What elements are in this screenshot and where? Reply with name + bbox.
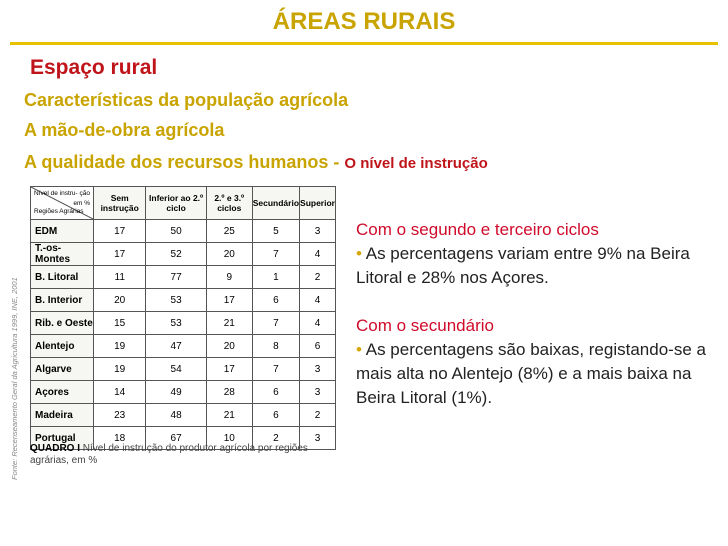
table-cell: 2: [300, 266, 336, 289]
table-cell: 53: [146, 312, 206, 335]
table-cell: 17: [206, 358, 252, 381]
row-region: Algarve: [31, 358, 94, 381]
table-corner: [31, 187, 94, 220]
table-cell: 9: [206, 266, 252, 289]
table-row: [31, 335, 336, 358]
table-cell: 50: [146, 220, 206, 243]
table-cell: 10: [206, 427, 252, 450]
heading-nivel-instrucao: O nível de instrução: [344, 155, 488, 172]
table-row: [31, 381, 336, 404]
table-cell: 2: [300, 404, 336, 427]
block2-text: As percentagens são baixas, registando-se a mais alta no Alentejo (8%) e a mais baixa na Beira Litoral (1%).: [356, 340, 706, 407]
table-row: [31, 266, 336, 289]
heading-espaco-rural: Espaço rural: [30, 56, 158, 79]
slide-title: ÁREAS RURAIS: [272, 8, 456, 35]
table-cell: 54: [146, 358, 206, 381]
row-region: Açores: [31, 381, 94, 404]
table-row: [31, 358, 336, 381]
row-region: T.-os-Montes: [31, 243, 94, 266]
table-row: [31, 243, 336, 266]
table-cell: 52: [146, 243, 206, 266]
table-cell: 21: [206, 404, 252, 427]
table-cell: 7: [252, 312, 299, 335]
table-cell: 11: [94, 266, 146, 289]
heading-caracteristicas: Características da população agrícola: [24, 90, 349, 110]
corner-top-label: Nível de instru- ção em %: [34, 190, 90, 207]
right-panel: [356, 218, 726, 410]
row-region: Rib. e Oeste: [31, 312, 94, 335]
caption-label: QUADRO I: [30, 443, 80, 454]
table-cell: 19: [94, 335, 146, 358]
table-cell: 17: [94, 243, 146, 266]
table-cell: 5: [252, 220, 299, 243]
table-header-row: [31, 187, 336, 220]
table-cell: 3: [300, 358, 336, 381]
table-cell: 2: [252, 427, 299, 450]
block2-title: Com o secundário: [356, 316, 494, 335]
table-cell: 3: [300, 220, 336, 243]
table-cell: 4: [300, 289, 336, 312]
block1-text: As percentagens variam entre 9% na Beira Litoral e 28% nos Açores.: [356, 244, 690, 287]
table-cell: 77: [146, 266, 206, 289]
block1-title: Com o segundo e terceiro ciclos: [356, 220, 599, 239]
table-cell: 3: [300, 427, 336, 450]
table-cell: 20: [206, 243, 252, 266]
table-cell: 47: [146, 335, 206, 358]
table-cell: 15: [94, 312, 146, 335]
table-row: [31, 312, 336, 335]
table-cell: 7: [252, 243, 299, 266]
table-caption: [30, 443, 340, 467]
block2-paragraph: [356, 338, 726, 410]
row-region: Madeira: [31, 404, 94, 427]
table-cell: 48: [146, 404, 206, 427]
table-cell: 17: [206, 289, 252, 312]
column-header: Sem instrução: [94, 187, 146, 220]
table-cell: 3: [300, 381, 336, 404]
column-header: Secundário: [252, 187, 299, 220]
corner-bottom-label: Regiões Agrárias: [34, 208, 84, 215]
table-cell: 17: [94, 220, 146, 243]
column-header: Superior: [300, 187, 336, 220]
title-divider: [10, 42, 718, 45]
table-cell: 21: [206, 312, 252, 335]
table-cell: 6: [252, 289, 299, 312]
block1-paragraph: [356, 242, 726, 290]
row-region: Alentejo: [31, 335, 94, 358]
bullet-icon: •: [356, 244, 362, 263]
table-row: [31, 220, 336, 243]
table-cell: 23: [94, 404, 146, 427]
table-cell: 4: [300, 312, 336, 335]
table-cell: 67: [146, 427, 206, 450]
column-header: 2.º e 3.º ciclos: [206, 187, 252, 220]
table-cell: 6: [300, 335, 336, 358]
table-cell: 19: [94, 358, 146, 381]
row-region: Portugal: [31, 427, 94, 450]
table-cell: 53: [146, 289, 206, 312]
table-cell: 20: [94, 289, 146, 312]
instruction-table-wrap: [30, 186, 336, 450]
table-cell: 25: [206, 220, 252, 243]
row-region: EDM: [31, 220, 94, 243]
heading-mao-de-obra: A mão-de-obra agrícola: [24, 120, 225, 140]
table-cell: 6: [252, 381, 299, 404]
table-cell: 28: [206, 381, 252, 404]
row-region: B. Litoral: [31, 266, 94, 289]
heading-qualidade: [24, 152, 488, 173]
table-cell: 1: [252, 266, 299, 289]
table-cell: 4: [300, 243, 336, 266]
instruction-table: [30, 186, 336, 450]
table-source-text: Fonte: Recenseamento Geral da Agricultura 1999, INE, 2001: [10, 277, 19, 480]
table-cell: 49: [146, 381, 206, 404]
column-header: Inferior ao 2.º ciclo: [146, 187, 206, 220]
table-cell: 20: [206, 335, 252, 358]
table-row: [31, 289, 336, 312]
bullet-icon: •: [356, 340, 362, 359]
caption-text: Nível de instrução do produtor agrícola por regiões agrárias, em %: [30, 443, 308, 466]
table-cell: 18: [94, 427, 146, 450]
table-cell: 8: [252, 335, 299, 358]
table-row: [31, 404, 336, 427]
row-region: B. Interior: [31, 289, 94, 312]
table-cell: 14: [94, 381, 146, 404]
table-source: [10, 210, 24, 480]
table-cell: 6: [252, 404, 299, 427]
table-cell: 7: [252, 358, 299, 381]
heading-qualidade-main: A qualidade dos recursos humanos -: [24, 152, 345, 172]
